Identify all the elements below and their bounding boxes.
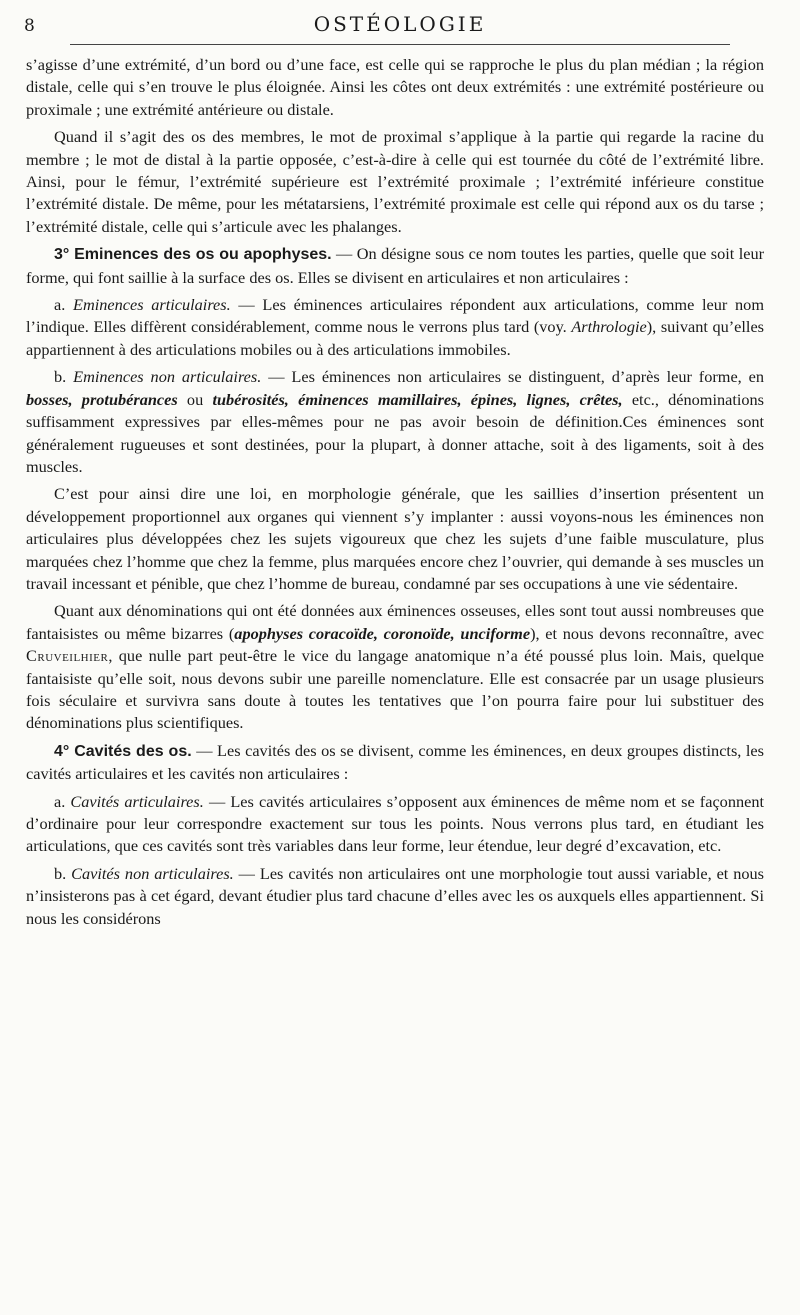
subsection-title: Eminences articulaires. (73, 295, 231, 315)
page-header (24, 6, 776, 36)
subsection-cavites-non-articulaires: b. Cavités non articulaires. — Les cavités non articulaires ont une morphologie tout aussi variable, et nous n’insisterons pas à cet égard, devant étudier plus tard chacune d’elles avec les os auxquels elles appartiennent. Si nous les considérons (26, 863, 765, 928)
subsection-title: Cavités non articulaires. (71, 863, 234, 883)
subsection-eminences-articulaires: a. Eminences articulaires. — Les éminences articulaires répondent aux articulations, comme leur nom l’indique. Elles diffèrent considérablement, comme nous le verrons plus tard (voy. Arthrologie), suivant qu’elles appartiennent à des articulations mobiles ou à des articulations immobiles. (26, 295, 765, 359)
subsection-title: Eminences non articulaires. (73, 367, 262, 387)
paragraph: Quand il s’agit des os des membres, le mot de proximal s’applique à la partie qui regarde la racine du membre ; le mot de distal à la partie opposée, c’est-à-dire à celle qui est tournée du côté de l’extrémité libre. Ainsi, pour le fémur, l’extrémité supérieure est l’extrémité proximale ; l’extrémité inférieure constitue l’extrémité distale. De même, pour les métatarsiens, l’extrémité proximale est celle qui répond aux os du tarse ; l’extrémité distale, celle qui s’articule avec les phalanges. (26, 127, 764, 236)
author-name: Cruveilhier (26, 646, 109, 666)
subsection-eminences-non-articulaires: b. Eminences non articulaires. — Les éminences non articulaires se distinguent, d’après leur forme, en bosses, protubérances ou tubérosités, éminences mamillaires, épines, lignes, crêtes, etc., dénominations suffisamment expressives par elles-mêmes pour ne pas avoir besoin de définition.Ces éminences sont généralement rugueuses et sont destinées, pour la plupart, à donner attache, soit à des ligaments, soit à des muscles. (26, 367, 765, 476)
running-title: OSTÉOLOGIE (313, 12, 487, 36)
page-number: 8 (24, 16, 35, 36)
section-heading: 4° Cavités des os. (54, 742, 192, 760)
section-cavites: 4° Cavités des os. — Les cavités des os se divisent, comme les éminences, en deux groupes distincts, les cavités articulaires et les cavités non articulaires : (26, 740, 764, 784)
paragraph: s’agisse d’une extrémité, d’un bord ou d’une face, est celle qui se rapproche le plus du plan médian ; la région distale, celle qui s’en trouve le plus éloignée. Ainsi les côtes ont deux extrémités : une extrémité postérieure ou proximale ; une extrémité antérieure ou distale. (26, 55, 764, 119)
paragraph: C’est pour ainsi dire une loi, en morphologie générale, que les saillies d’insertion présentent un développement proportionnel aux organes qui viennent s’y implanter : aussi voyons-nous les éminences non articulaires plus développées chez les sujets vigoureux que chez les sujets d’une faible musculature, plus marquées chez l’homme que chez la femme, plus marquées encore chez l’ouvrier, qui demande à ses muscles un travail incessant et pénible, que chez l’homme de bureau, condamné par ses occupations à une vie sédentaire. (26, 484, 764, 593)
term-list: tubérosités, éminences mamillaires, épines, lignes, crêtes, (212, 389, 623, 409)
subsection-title: Cavités articulaires. (70, 791, 204, 811)
subsection-cavites-articulaires: a. Cavités articulaires. — Les cavités articulaires s’opposent aux éminences de même nom et se façonnent d’ordinaire pour leur correspondre exactement sur tous les points. Nous verrons plus tard, en étudiant les articulations, que ces cavités sont très variables dans leur forme, leur étendue, leur degré d’excavation, etc. (26, 791, 764, 856)
header-rule (70, 44, 730, 45)
term-list: apophyses coracoïde, coronoïde, unciforme (234, 623, 531, 643)
section-eminences: 3° Eminences des os ou apophyses. — On désigne sous ce nom toutes les parties, quelle que soit leur forme, qui font saillie à la surface des os. Elles se divisent en articulaires et non articulaires : (26, 244, 765, 287)
section-heading: 3° Eminences des os ou apophyses. (54, 246, 332, 264)
term-list: bosses, protubérances (26, 389, 178, 409)
paragraph: Quant aux dénominations qui ont été données aux éminences osseuses, elles sont tout aussi nombreuses que fantaisistes ou même bizarres (apophyses coracoïde, coronoïde, unciforme), et nous devons reconnaître, avec Cruveilhier, que nulle part peut-être le vice du langage anatomique n’a été poussé plus loin. Mais, quelque fantaisiste qu’elle soit, nous devons subir une pareille nomenclature. Elle est consacrée par un usage plusieurs fois séculaire et survivra sans doute à toutes les tentatives que l’on pourra faire pour lui substituer des dénominations plus scientifiques. (26, 601, 764, 733)
body-text (26, 54, 764, 935)
cross-reference: Arthrologie (571, 317, 647, 337)
